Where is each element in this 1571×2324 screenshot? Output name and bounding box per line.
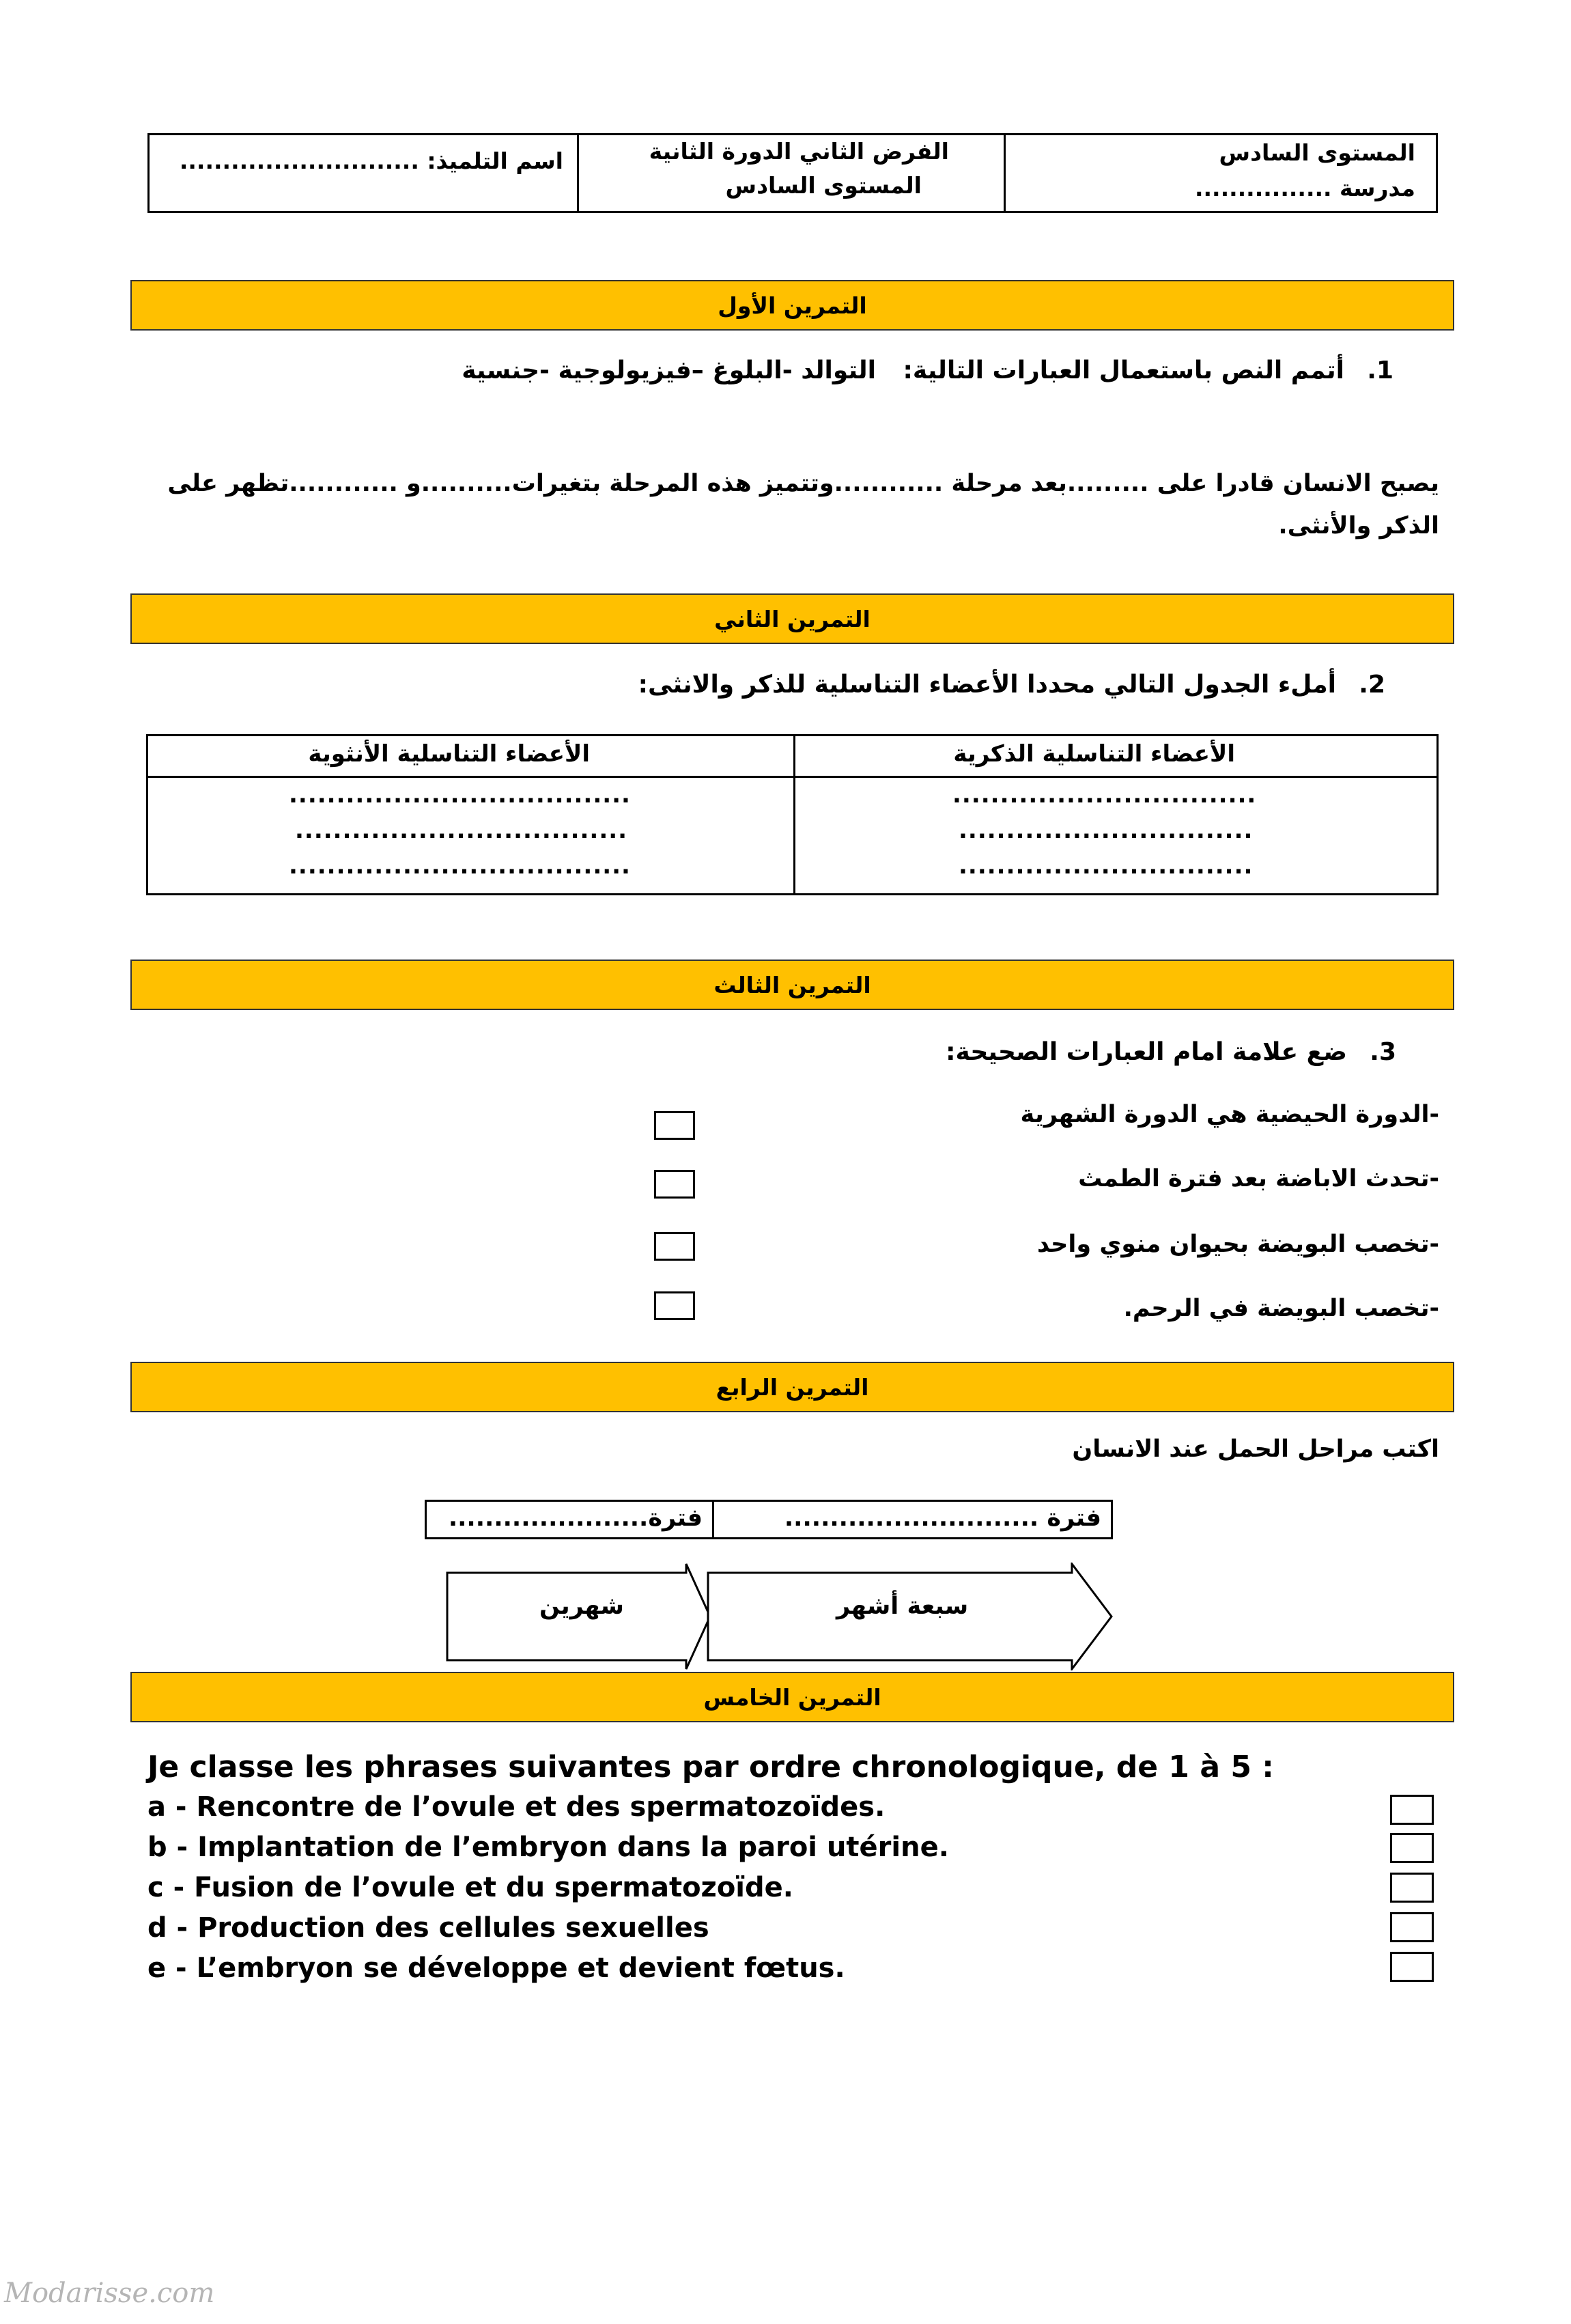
exercise2-instruction: أملء الجدول التالي محددا الأعضاء التناسلية للذكر والانثى: [638,671,1336,699]
statement-item: -تخصب البويضة بحيوان منوي واحد [1036,1231,1439,1258]
period-right-field[interactable]: فترة ............................ [784,1504,1101,1532]
period-left-field[interactable]: فترة...................... [448,1504,703,1532]
exercise5-title-bar: التمرين الخامس [130,1672,1454,1722]
order-number-box[interactable] [1390,1912,1434,1942]
header-cell-student [150,135,577,211]
exercise3-title-bar: التمرين الثالث [130,960,1454,1010]
female-answer-line[interactable]: .................................... [289,852,631,880]
exam-level: المستوى السادس [725,172,922,199]
statement-item: -الدورة الحيضية هي الدورة الشهرية [1020,1101,1439,1128]
exercise3-number: 3. [1370,1038,1396,1066]
arrow-left-label: شهرين [539,1593,624,1620]
exercise3-instruction: ضع علامة امام العبارات الصحيحة: [946,1038,1347,1066]
exercise1-text-line2: الذكر والأنثى. [1278,512,1439,540]
male-answer-line[interactable]: ............................... [959,817,1254,844]
pregnancy-periods-table [425,1500,1113,1539]
chronology-item: d - Production des cellules sexuelles [147,1912,709,1944]
female-answer-line[interactable]: .................................... [289,781,631,809]
level-label: المستوى السادس [1219,139,1415,166]
table-header-male: الأعضاء التناسلية الذكرية [953,740,1235,768]
exercise1-title-bar: التمرين الأول [130,280,1454,331]
order-number-box[interactable] [1390,1952,1434,1982]
exercise2-number: 2. [1359,671,1385,699]
statement-checkbox[interactable] [654,1291,695,1320]
female-answer-line[interactable]: ................................... [295,817,628,844]
exercise1-number: 1. [1367,356,1393,384]
male-answer-line[interactable]: ............................... [959,852,1254,880]
order-number-box[interactable] [1390,1873,1434,1903]
statement-checkbox[interactable] [654,1232,695,1261]
statement-checkbox[interactable] [654,1111,695,1140]
statement-item: -تخصب البويضة في الرحم. [1123,1295,1439,1322]
statement-item: -تحدث الاباضة بعد فترة الطمث [1078,1165,1439,1192]
chronology-item: c - Fusion de l’ovule et du spermatozoïde. [147,1872,793,1903]
exercise1-instruction: أتمم النص باستعمال العبارات التالية: [903,356,1344,384]
header-cell-level [1006,135,1436,211]
exam-title: الفرض الثاني الدورة الثانية [649,138,949,165]
table-header-female: الأعضاء التناسلية الأنثوية [308,740,590,768]
chronology-item: e - L’embryon se développe et devient fœtus. [147,1952,845,1984]
watermark: Modarisse.com [4,2278,215,2309]
order-number-box[interactable] [1390,1833,1434,1863]
male-answer-line[interactable]: ................................ [952,781,1257,809]
table-header-separator [148,776,1436,778]
chronology-item: b - Implantation de l’embryon dans la paroi utérine. [147,1832,949,1863]
exercise1-word-bank: التوالد -البلوغ –فيزيولوجية -جنسية [462,356,876,384]
exercise5-instruction: Je classe les phrases suivantes par ordre chronologique, de 1 à 5 : [147,1750,1274,1784]
header-table [147,133,1438,213]
table-divider [793,736,795,893]
chronology-item: a - Rencontre de l’ovule et des spermatozoïdes. [147,1791,886,1823]
school-label: مدرسة ................ [1194,175,1415,201]
order-number-box[interactable] [1390,1795,1434,1825]
organs-table [146,734,1439,895]
header-cell-exam [577,135,1006,211]
arrow-right-label: سبعة أشهر [836,1593,969,1620]
statement-checkbox[interactable] [654,1170,695,1199]
student-name-field[interactable]: اسم التلميذ: ............................ [179,148,563,174]
exercise4-title-bar: التمرين الرابع [130,1362,1454,1412]
exercise4-instruction: اكتب مراحل الحمل عند الانسان [1072,1436,1439,1463]
exercise1-text-line1: يصبح الانسان قادرا على .........بعد مرحلة ............وتتميز هذه المرحلة بتغيرات..........و ............تظهر على [167,470,1439,497]
exercise2-title-bar: التمرين الثاني [130,593,1454,644]
period-divider [712,1502,714,1537]
